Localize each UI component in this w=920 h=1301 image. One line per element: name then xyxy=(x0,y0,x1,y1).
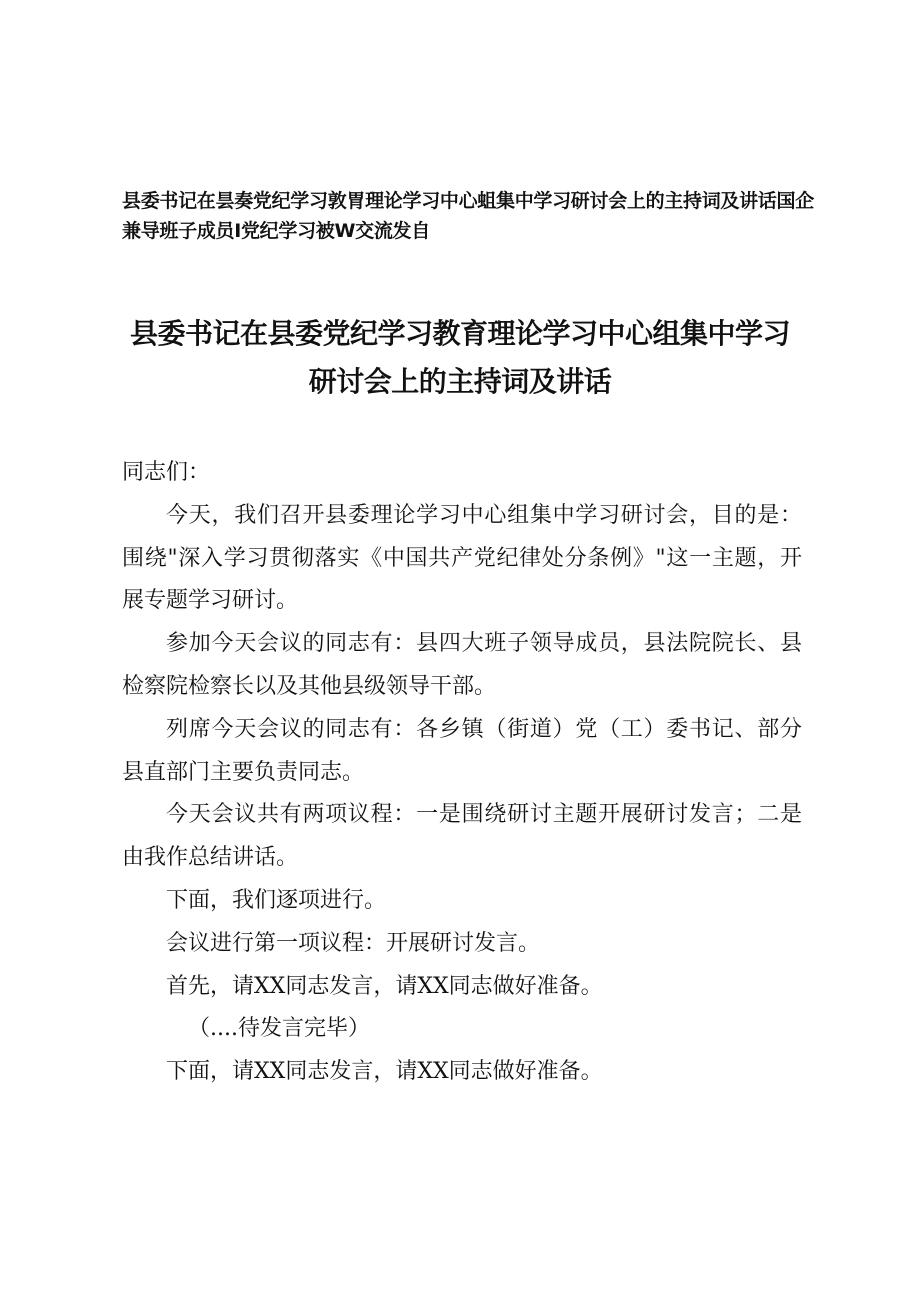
paragraph-proceed: 下面，我们逐项进行。 xyxy=(166,887,387,913)
paragraph-pause-note: （....待发言完毕） xyxy=(188,1016,370,1042)
paragraph-next-speaker: 下面，请XX同志发言，请XX同志做好准备。 xyxy=(166,1059,603,1085)
document-header xyxy=(122,186,822,246)
paragraph-agenda: 今天会议共有两项议程：一是围绕研讨主题开展研讨发言；二是由我作总结讲话。 xyxy=(122,802,802,871)
salutation: 同志们： xyxy=(122,460,211,485)
paragraph-first-item: 会议进行第一项议程：开展研讨发言。 xyxy=(166,930,541,956)
paragraph-attendees: 参加今天会议的同志有：县四大班子领导成员，县法院院长、县检察院检察长以及其他县级领导干部。 xyxy=(122,631,802,699)
header-line-2: 兼导班子成员I党纪学习被W交流发自 xyxy=(122,220,430,242)
paragraph-purpose: 今天，我们召开县委理论学习中心组集中学习研讨会，目的是：围绕"深入学习贯彻落实《中国共产党纪律处分条例》"这一主题，开展专题学习研讨。 xyxy=(122,502,802,614)
document-title xyxy=(0,310,920,406)
title-line-2: 研讨会上的主持词及讲话 xyxy=(308,365,612,398)
title-line-1: 县委书记在县委党纪学习教育理论学习中心组集中学习 xyxy=(129,317,790,350)
paragraph-first-speaker: 首先，请XX同志发言，请XX同志做好准备。 xyxy=(166,973,603,999)
document-body xyxy=(122,452,802,1094)
paragraph-observers: 列席今天会议的同志有：各乡镇（街道）党（工）委书记、部分县直部门主要负责同志。 xyxy=(122,716,802,785)
header-line-1: 县委书记在昙奏党纪学习敦胃理论学习中心蛆集中学习研讨会上的主持词及讲话国企 xyxy=(122,190,814,212)
